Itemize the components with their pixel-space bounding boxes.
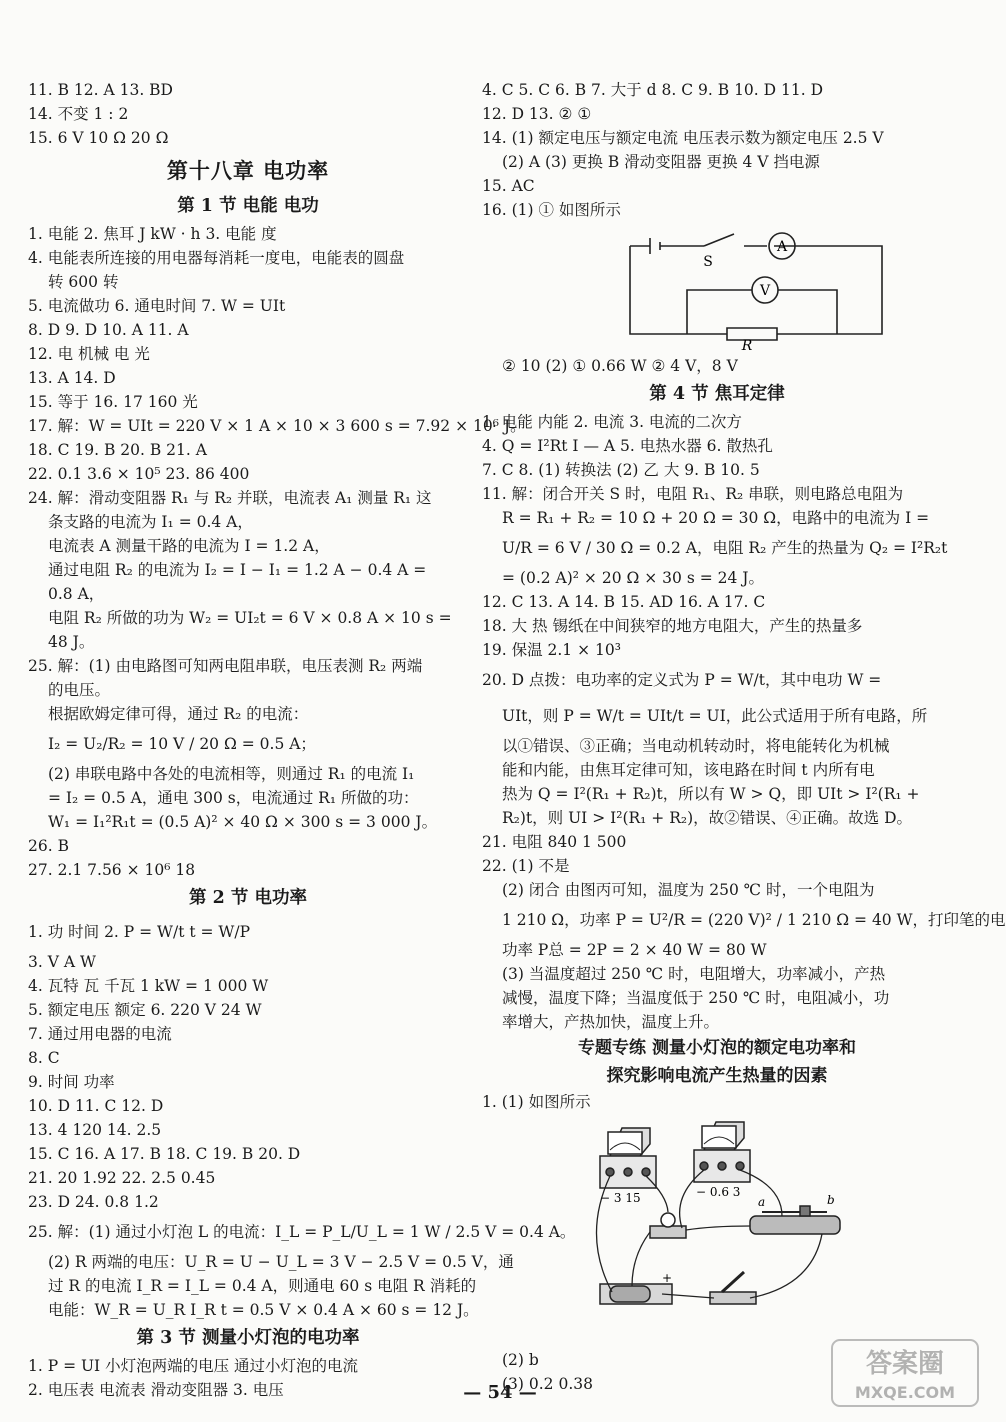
answer-line: 11. 解：闭合开关 S 时，电阻 R₁、R₂ 串联，则电路总电阻为 [482,485,904,503]
answer-line: 1 210 Ω，功率 P = U²/R = (220 V)² / 1 210 Ω = 40 W，打印笔的电 [502,911,1006,929]
answer-line: 7. 通过用电器的电流 [28,1025,172,1043]
answer-line: ② 10 (2) ① 0.66 W ② 4 V，8 V [502,357,738,375]
answer-line: 12. C 13. A 14. B 15. AD 16. A 17. C [482,593,766,611]
answer-line: 12. D 13. ② ① [482,105,592,123]
answer-line: 电阻 R₂ 所做的功为 W₂ = UI₂t = 6 V × 0.8 A × 10 s = [48,609,452,627]
switch-icon [710,1272,756,1304]
answer-line: 3. V A W [28,953,96,971]
answer-line: I₂ = U₂/R₂ = 10 V / 20 Ω = 0.5 A； [48,735,316,753]
answer-line: 11. B 12. A 13. BD [28,81,173,99]
watermark-bottom-text: MXQE.COM [854,1383,956,1402]
answer-line: 过 R 的电流 I_R = I_L = 0.4 A，则通电 60 s 电阻 R 消耗的 [48,1277,477,1295]
answer-line: 4. Q = I²Rt I — A 5. 电热水器 6. 散热孔 [482,437,773,455]
battery-icon [600,1284,672,1304]
voltmeter-terminal-label: − 3 15 [600,1191,641,1205]
answer-line: 4. 瓦特 瓦 千瓦 1 kW = 1 000 W [28,977,269,995]
answer-line: 4. C 5. C 6. B 7. 大于 d 8. C 9. B 10. D 11. D [482,81,824,99]
answer-line: 15. C 16. A 17. B 18. C 19. B 20. D [28,1145,301,1163]
topic-heading: 探究影响电流产生热量的因素 [606,1066,828,1086]
answer-line: = (0.2 A)² × 20 Ω × 30 s = 24 J。 [502,569,764,587]
answer-line: 25. 解：(1) 通过小灯泡 L 的电流：I_L = P_L/U_L = 1 W / 2.5 V = 0.4 A。 [28,1223,576,1241]
answer-line: = I₂ = 0.5 A，通电 300 s，电流通过 R₁ 所做的功： [48,789,419,807]
answer-line: (2) A (3) 更换 B 滑动变阻器 更换 4 V 挡电源 [502,153,820,171]
circuit-svg [482,224,952,352]
answer-line: 27. 2.1 7.56 × 10⁶ 18 [28,861,196,879]
answer-line: W₁ = I₁²R₁t = (0.5 A)² × 40 Ω × 300 s = 3 000 J。 [48,813,438,831]
answer-line: 16. (1) ① 如图所示 [482,201,621,219]
section-heading: 第 2 节 电功率 [189,888,307,908]
answer-line: (2) R 两端的电压：U_R = U − U_L = 3 V − 2.5 V = 0.5 V，通 [48,1253,514,1271]
answer-line: 电能：W_R = U_R I_R t = 0.5 V × 0.4 A × 60 s = 12 J。 [48,1301,479,1319]
answer-line: 13. 4 120 14. 2.5 [28,1121,162,1139]
right-column-bottom [482,354,1006,1114]
answer-line: 22. 0.1 3.6 × 10⁵ 23. 86 400 [28,465,250,483]
answer-line: 24. 解：滑动变阻器 R₁ 与 R₂ 并联，电流表 A₁ 测量 R₁ 这 [28,489,432,507]
answer-line: 21. 20 1.92 22. 2.5 0.45 [28,1169,216,1187]
page-number: — 54 — [463,1382,537,1403]
answer-line: 以①错误、③正确；当电动机转动时，将电能转化为机械 [502,737,890,755]
answer-line: R = R₁ + R₂ = 10 Ω + 20 Ω = 30 Ω，电路中的电流为 I = [502,509,930,527]
answer-line: 5. 额定电压 额定 6. 220 V 24 W [28,1001,262,1019]
answer-line: 19. 保温 2.1 × 10³ [482,641,621,659]
ammeter-icon [694,1122,750,1182]
answer-line: 15. 等于 16. 17 160 光 [28,393,198,411]
bulb-icon [650,1213,686,1238]
answer-line: 热为 Q = I²(R₁ + R₂)t，所以有 W > Q，即 UIt > I²(R₁ + [502,785,920,803]
answer-line: (2) b [502,1351,539,1369]
answer-line: 1. 电能 2. 焦耳 J kW · h 3. 电能 度 [28,225,277,243]
chapter-heading: 第十八章 电功率 [166,158,330,183]
right-column [482,78,1006,1396]
answer-line: 条支路的电流为 I₁ = 0.4 A， [48,513,253,531]
topic-heading: 专题专练 测量小灯泡的额定电功率和 [578,1038,856,1058]
answer-line: 25. 解：(1) 由电路图可知两电阻串联，电压表测 R₂ 两端 [28,657,423,675]
rheostat-label-b: b [827,1193,835,1207]
rheostat-label-a: a [758,1195,766,1209]
battery-plus-label: + [662,1271,673,1285]
answer-line: 13. A 14. D [28,369,116,387]
answer-line: 能和内能，由焦耳定律可知，该电路在时间 t 内所有电 [502,761,875,779]
rheostat-icon [750,1206,840,1234]
answer-line: 4. 电能表所连接的用电器每消耗一度电，电能表的圆盘 [28,249,405,267]
answer-line: 减慢，温度下降；当温度低于 250 ℃ 时，电阻减小，功 [502,989,890,1007]
answer-line: 20. D 点拨：电功率的定义式为 P = W/t，其中电功 W = [482,671,882,689]
answer-line: R₂)t，则 UI > I²(R₁ + R₂)，故②错误、④正确。故选 D。 [502,809,913,827]
answer-line: 电流表 A 测量干路的电流为 I = 1.2 A， [48,537,330,555]
answer-line: 14. (1) 额定电压与额定电流 电压表示数为额定电压 2.5 V [482,129,884,147]
answer-line: 功率 P总 = 2P = 2 × 40 W = 80 W [502,941,767,959]
answer-line: 17. 解：W = UIt = 220 V × 1 A × 10 × 3 600 s = 7.92 × 10⁶ J。 [28,417,526,435]
answer-line: 10. D 11. C 12. D [28,1097,164,1115]
answer-line: 1. 电能 内能 2. 电流 3. 电流的二次方 [482,413,742,431]
answer-line: 15. 6 V 10 Ω 20 Ω [28,129,169,147]
answer-line: (3) 0.2 0.38 [502,1375,593,1393]
switch-label: S [703,254,713,270]
answer-line: 21. 电阻 840 1 500 [482,833,627,851]
answer-line: 14. 不变 1 : 2 [28,105,129,123]
answer-line: 48 J。 [48,633,95,651]
apparatus-figure [482,1116,952,1346]
section-heading: 第 4 节 焦耳定律 [649,384,785,404]
answer-line: 1. P = UI 小灯泡两端的电压 通过小灯泡的电流 [28,1357,359,1375]
answer-line: (2) 串联电路中各处的电流相等，则通过 R₁ 的电流 I₁ [48,765,415,783]
answer-line: 的电压。 [48,681,111,699]
answer-line: 0.8 A， [48,585,105,603]
answer-line: 22. (1) 不是 [482,857,570,875]
answer-line: 通过电阻 R₂ 的电流为 I₂ = I − I₁ = 1.2 A − 0.4 A = [48,561,427,579]
right-column-top [482,78,952,222]
answer-line: (3) 当温度超过 250 ℃ 时，电阻增大，功率减小，产热 [502,965,886,983]
answer-line: UIt，则 P = W/t = UIt/t = UI，此公式适用于所有电路，所 [502,707,928,725]
resistor-label: R [741,338,753,354]
voltmeter-label: V [759,283,771,299]
watermark-logo [830,1338,980,1412]
answer-line: 1. (1) 如图所示 [482,1093,591,1111]
answer-line: 18. C 19. B 20. B 21. A [28,441,207,459]
answer-line: 18. 大 热 锡纸在中间狭窄的地方电阻大，产生的热量多 [482,617,863,635]
answer-line: 8. C [28,1049,60,1067]
ammeter-label: A [776,239,788,255]
answer-line: 5. 电流做功 6. 通电时间 7. W = UIt [28,297,286,315]
answer-line: 转 600 转 [48,273,119,291]
watermark-top-text: 答案圈 [865,1349,945,1379]
answer-line: 8. D 9. D 10. A 11. A [28,321,189,339]
answer-line: 2. 电压表 电流表 滑动变阻器 3. 电压 [28,1381,284,1399]
answer-line: 9. 时间 功率 [28,1073,115,1091]
answer-line: U/R = 6 V / 30 Ω = 0.2 A，电阻 R₂ 产生的热量为 Q₂ = I²R₂t [502,539,948,557]
answer-line: 1. 功 时间 2. P = W/t t = W/P [28,923,251,941]
answer-line: 12. 电 机械 电 光 [28,345,150,363]
answer-line: 率增大，产热加快，温度上升。 [502,1013,720,1031]
apparatus-svg [482,1116,952,1346]
section-heading: 第 1 节 电能 电功 [177,196,319,216]
circuit-diagram-16 [482,224,952,352]
section-heading: 第 3 节 测量小灯泡的电功率 [136,1328,360,1348]
answer-line: 23. D 24. 0.8 1.2 [28,1193,159,1211]
answer-line: (2) 闭合 由图丙可知，温度为 250 ℃ 时，一个电阻为 [502,881,875,899]
ammeter-terminal-label: − 0.6 3 [696,1185,741,1199]
answer-line: 26. B [28,837,69,855]
answer-line: 7. C 8. (1) 转换法 (2) 乙 大 9. B 10. 5 [482,461,760,479]
answer-line: 根据欧姆定律可得，通过 R₂ 的电流： [48,705,309,723]
answer-line: 15. AC [482,177,535,195]
